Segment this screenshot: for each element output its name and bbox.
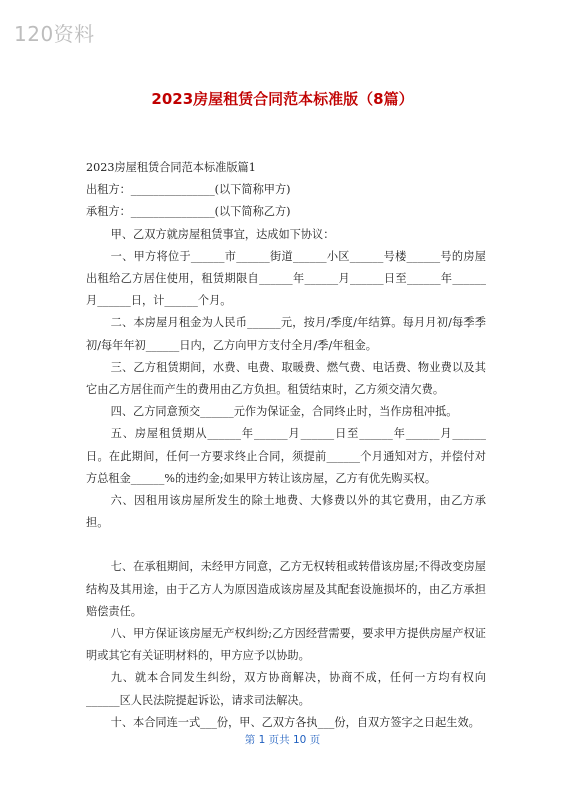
- page-footer: 第 1 页共 10 页: [244, 734, 321, 746]
- lessee-line: 承租方：_______________(以下简称乙方): [86, 205, 291, 219]
- document-body: [86, 157, 486, 734]
- clause-4: 四、乙方同意预交______元作为保证金，合同终止时，当作房租冲抵。: [110, 405, 458, 419]
- intro-paragraph: 甲、乙双方就房屋租赁事宜，达成如下协议：: [110, 227, 335, 241]
- section-heading: 2023房屋租赁合同范本标准版篇1: [86, 161, 256, 174]
- clause-10: 十、本合同连一式___份，甲、乙双方各执___份，自双方签字之日起生效。: [110, 715, 480, 729]
- paragraph-spacer: [86, 534, 486, 556]
- watermark-logo: 120资料: [14, 22, 95, 46]
- lessor-line: 出租方：_______________(以下简称甲方): [86, 183, 291, 197]
- clause-1: 一、甲方将位于______市______街道______小区______号楼______号的房屋出租给乙方居住使用，租赁期限自______年______月______日至______年______月______日，计______个月。: [86, 249, 486, 308]
- clause-9: 九、就本合同发生纠纷，双方协商解决，协商不成，任何一方均有权向______区人民法院提起诉讼，请求司法解决。: [86, 671, 486, 707]
- clause-7: 七、在承租期间，未经甲方同意，乙方无权转租或转借该房屋;不得改变房屋结构及其用途，由于乙方人为原因造成该房屋及其配套设施损坏的，由乙方承担赔偿责任。: [86, 560, 486, 618]
- clause-6: 六、因租用该房屋所发生的除土地费、大修费以外的其它费用，由乙方承担。: [86, 494, 486, 530]
- clause-2: 二、本房屋月租金为人民币______元，按月/季度/年结算。每月月初/每季季初/每年年初______日内，乙方向甲方支付全月/季/年租金。: [86, 316, 486, 352]
- clause-8: 八、甲方保证该房屋无产权纠纷;乙方因经营需要，要求甲方提供房屋产权证明或其它有关证明材料的，甲方应予以协助。: [86, 627, 486, 663]
- clause-3: 三、乙方租赁期间，水费、电费、取暖费、燃气费、电话费、物业费以及其它由乙方居住而产生的费用由乙方负担。租赁结束时，乙方须交清欠费。: [86, 360, 486, 397]
- document-title: 2023房屋租赁合同范本标准版（8篇）: [151, 90, 414, 108]
- clause-5: 五、房屋租赁期从______年______月______日至______年______月______日。在此期间，任何一方要求终止合同，须提前______个月通知对方，并偿付对方总租金______%的违约金;如果甲方转让该房屋，乙方有优先购买权。: [86, 427, 486, 485]
